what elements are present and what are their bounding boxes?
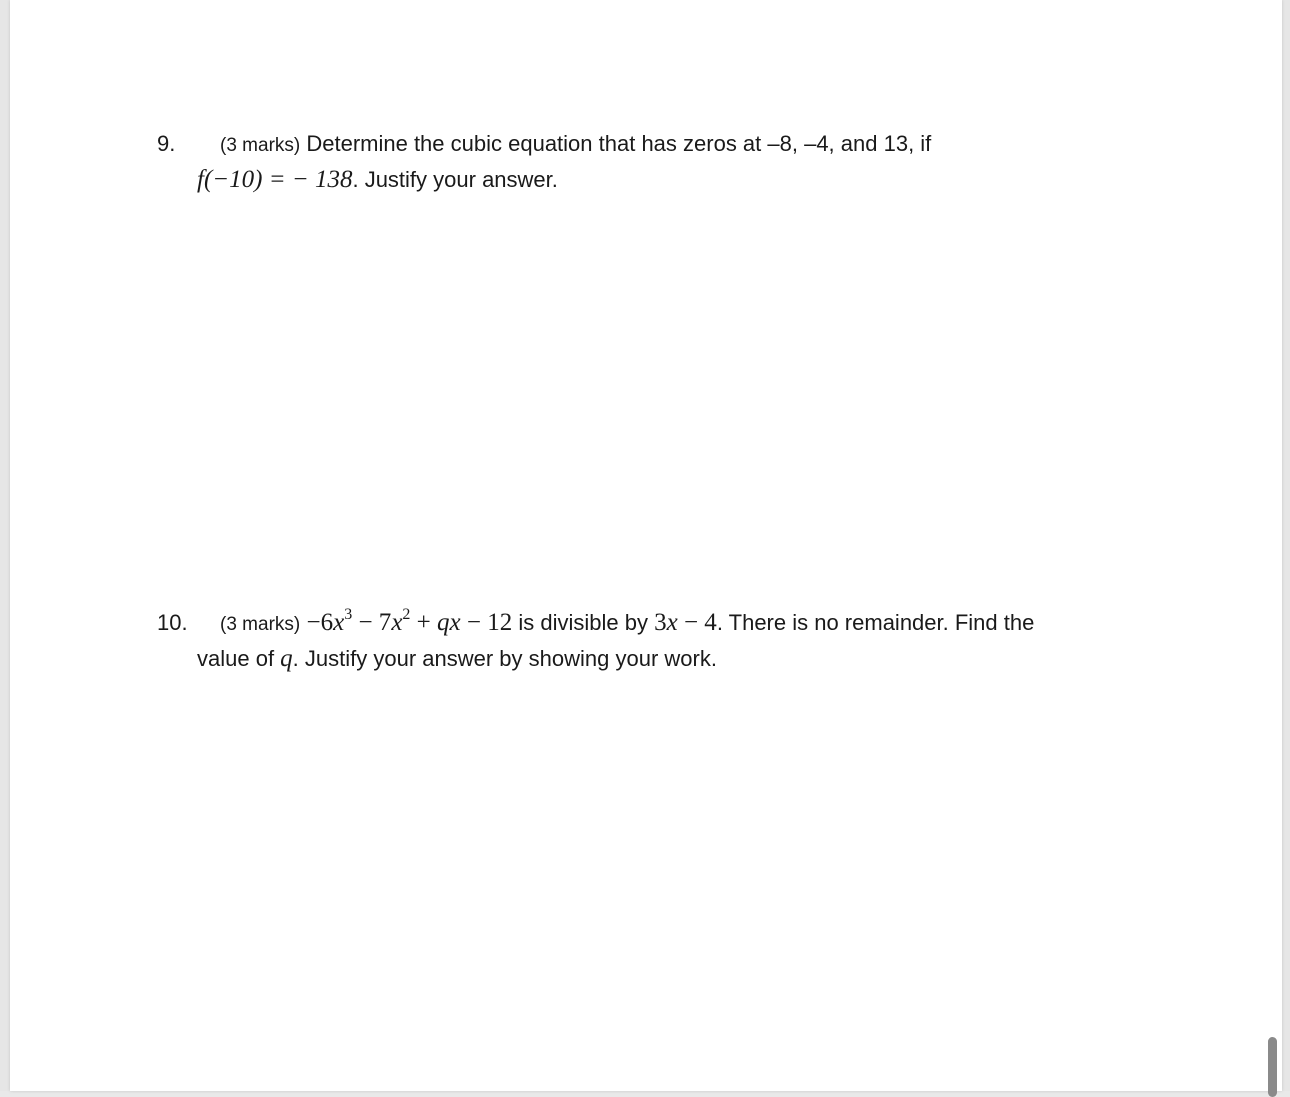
marks-label: (3 marks) [220, 614, 301, 635]
divisor-coef: 3 [654, 609, 667, 636]
question-number: 9. [157, 131, 176, 156]
question-text: Determine the cubic equation that has zeros at –8, –4, and 13, if [300, 131, 932, 156]
question-text: . There is no remainder. Find the [716, 610, 1035, 635]
divisor-var: x [666, 609, 678, 636]
poly-term: + [410, 609, 438, 636]
function-condition: f(−10) = − 138 [197, 166, 353, 193]
poly-var: x [391, 609, 403, 636]
polynomial-expression [300, 605, 513, 636]
variable-q [280, 645, 293, 672]
question-10-line-1 [157, 606, 1207, 642]
marks-label: (3 marks) [220, 135, 301, 156]
question-text: is divisible by [512, 610, 655, 635]
poly-exponent: 2 [402, 605, 411, 623]
question-10 [157, 606, 1207, 676]
poly-var: x [333, 609, 345, 636]
question-text: . Justify your answer. [352, 167, 558, 192]
question-10-line-2 [157, 642, 1207, 676]
divisor-expression [654, 609, 717, 636]
q-var: q [280, 645, 293, 672]
poly-term: −6 [300, 609, 334, 636]
poly-var: q [437, 609, 450, 636]
question-9 [157, 127, 1157, 197]
question-number: 10. [157, 610, 188, 635]
divisor-rest: − 4 [677, 609, 717, 636]
question-9-line-2 [157, 163, 1157, 197]
poly-var: x [449, 609, 461, 636]
vertical-scrollbar-thumb[interactable] [1268, 1037, 1277, 1097]
poly-term: − 7 [352, 609, 392, 636]
poly-exponent: 3 [344, 605, 353, 623]
question-text: . Justify your answer by showing your work. [292, 646, 717, 671]
poly-term: − 12 [460, 609, 513, 636]
question-9-line-1 [157, 127, 1157, 163]
document-page [10, 0, 1282, 1091]
question-text: value of [197, 646, 281, 671]
math-expression [197, 166, 352, 193]
